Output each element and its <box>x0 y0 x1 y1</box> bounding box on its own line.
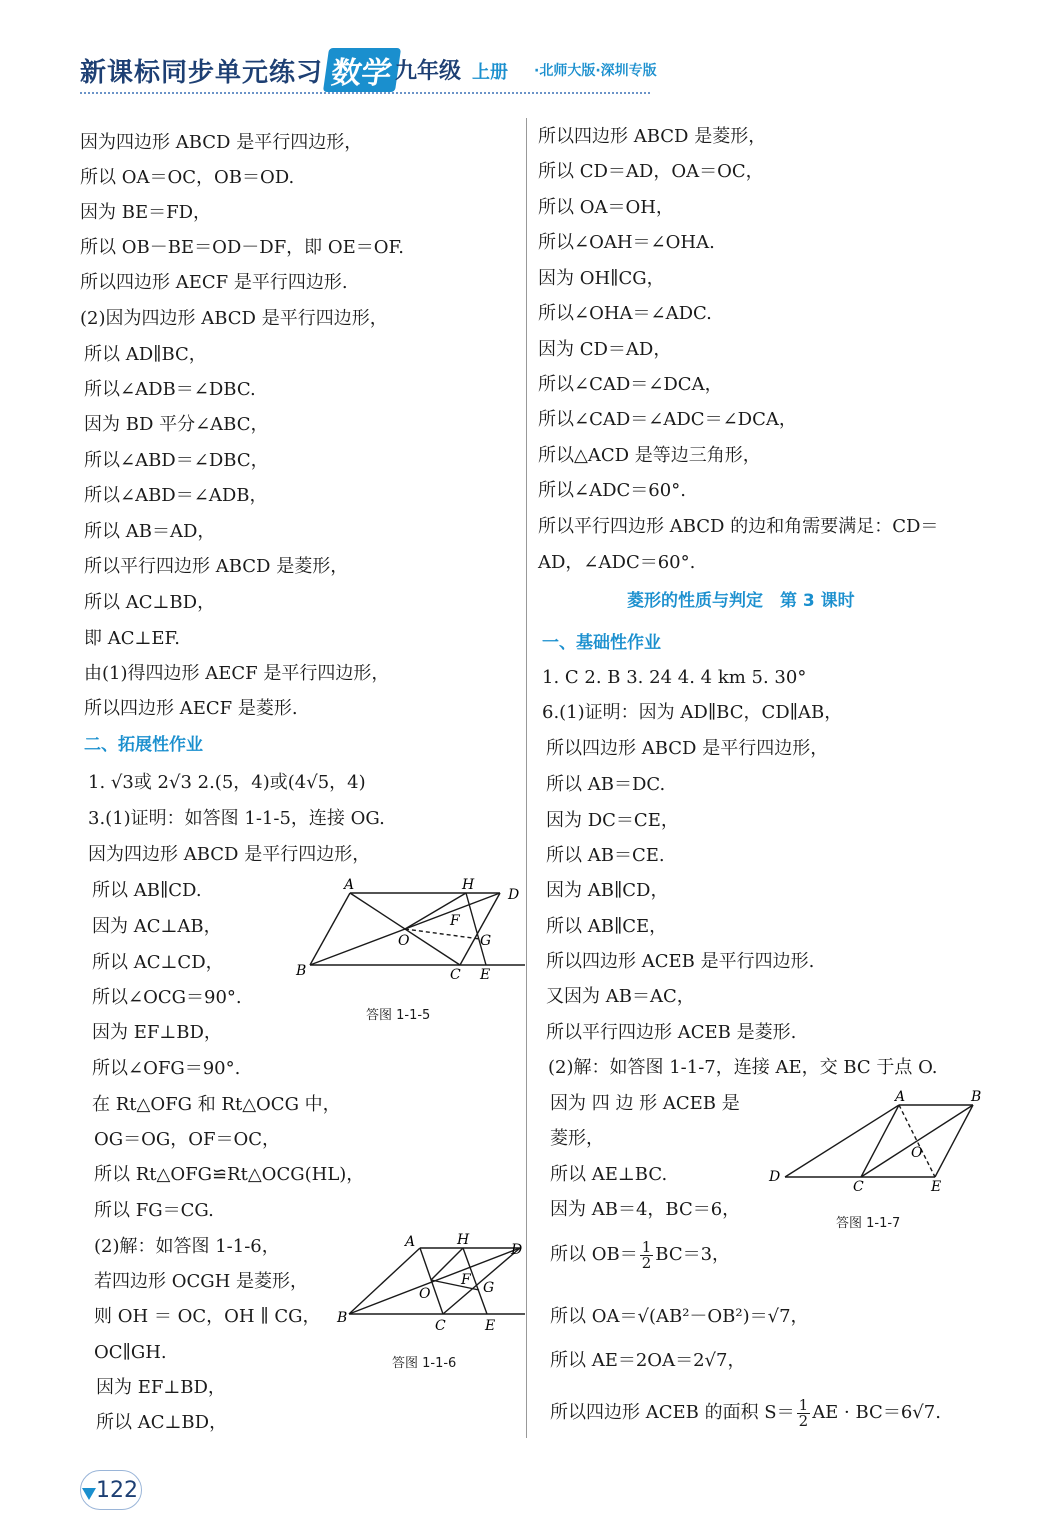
text-line: OG＝OG，OF＝OC， <box>94 1129 281 1150</box>
figure-caption: 答图 1-1-7 <box>836 1216 901 1231</box>
text-line: 所以 CD＝AD，OA＝OC， <box>538 161 764 182</box>
fraction-numerator: 1 <box>641 1237 652 1256</box>
label-d: D <box>508 887 520 903</box>
fraction-denominator: 2 <box>798 1411 809 1430</box>
fraction-numerator: 1 <box>798 1395 809 1414</box>
text-line: 所以 AB＝DC. <box>546 774 666 795</box>
fraction-half <box>640 1237 654 1272</box>
text-line: 因为 OH∥CG， <box>538 268 665 289</box>
label-b: B <box>337 1310 348 1326</box>
label-b: B <box>971 1089 982 1105</box>
figure-caption: 答图 1-1-5 <box>366 1008 431 1023</box>
text-line: 因为 BE＝FD， <box>80 202 212 223</box>
label-c: C <box>450 967 461 983</box>
book-title: 新课标同步单元练习 <box>80 58 324 88</box>
label-g: G <box>483 1280 495 1296</box>
edition-label: ·北师大版·深圳专版 <box>534 63 657 79</box>
area-pre: 所以四边形 ACEB 的面积 S＝ <box>550 1402 795 1423</box>
text-line: 因为 CD＝AD， <box>538 339 672 360</box>
text-line: 所以∠OCG＝90°. <box>92 987 242 1008</box>
text-line: 所以∠CAD＝∠DCA， <box>538 374 723 395</box>
label-d: D <box>511 1242 523 1258</box>
label-e: E <box>485 1318 496 1334</box>
label-b: B <box>296 963 307 979</box>
oa-equation: 所以 OA＝√(AB²－OB²)＝√7， <box>550 1306 809 1327</box>
text-line: 所以∠OFG＝90°. <box>92 1058 241 1079</box>
fraction-half <box>797 1395 811 1430</box>
label-f: F <box>450 913 460 929</box>
text-line: 因为 四 边 形 ACEB 是 <box>550 1093 740 1114</box>
page-header <box>80 52 660 94</box>
text-line: 所以平行四边形 ABCD 是菱形， <box>84 556 349 577</box>
answers-line: 1. √3或 2√3 2.(5，4)或(4√5，4) <box>88 772 366 793</box>
subject-badge: 数学 <box>323 48 401 92</box>
text-line: 所以平行四边形 ABCD 的边和角需要满足：CD＝ <box>538 516 939 537</box>
header-rule <box>80 92 650 94</box>
text-line: 因为 BD 平分∠ABC， <box>84 414 269 435</box>
area-post: AE · BC＝6√7. <box>812 1402 941 1423</box>
text-line: 所以四边形 ABCD 是菱形， <box>538 126 767 147</box>
text-line: 6.(1)证明：因为 AD∥BC，CD∥AB， <box>542 702 843 723</box>
text-line: 在 Rt△OFG 和 Rt△OCG 中， <box>92 1094 341 1115</box>
text-line: 因为 EF⊥BD， <box>92 1022 222 1043</box>
label-f: F <box>461 1272 471 1288</box>
text-line: 所以四边形 AECF 是平行四边形. <box>80 272 348 293</box>
label-c: C <box>853 1179 864 1195</box>
answers-line: 1. C 2. B 3. 24 4. 4 km 5. 30° <box>542 667 807 688</box>
lesson-title: 菱形的性质与判定 第 3 课时 <box>627 591 855 611</box>
page-marker-icon <box>82 1488 96 1500</box>
volume-label: 上册 <box>472 62 508 83</box>
text-line: 因为四边形 ABCD 是平行四边形， <box>80 132 363 153</box>
label-o: O <box>398 933 410 949</box>
label-h: H <box>462 877 475 893</box>
text-line: 所以∠ADB＝∠DBC. <box>84 379 256 400</box>
label-d: D <box>769 1169 781 1185</box>
text-line: 所以 OA＝OH， <box>538 197 674 218</box>
text-line: 所以 AD∥BC， <box>84 344 207 365</box>
label-g: G <box>480 933 492 949</box>
text-line: 所以∠OAH＝∠OHA. <box>538 232 715 253</box>
section-heading-extended: 二、拓展性作业 <box>84 735 203 755</box>
text-line: 因为 EF⊥BD， <box>96 1377 226 1398</box>
area-equation <box>550 1396 941 1430</box>
text-line: 所以 AB＝AD， <box>84 521 216 542</box>
ob-pre: 所以 OB＝ <box>550 1244 638 1265</box>
text-line: 因为 AC⊥AB， <box>92 916 222 937</box>
text-line: 若四边形 OCGH 是菱形， <box>94 1271 309 1292</box>
text-line: 所以 OA＝OC，OB＝OD. <box>80 167 295 188</box>
text-line: 因为 AB＝4，BC＝6， <box>550 1199 741 1220</box>
label-e: E <box>931 1179 942 1195</box>
text-line: 所以 AB＝CE. <box>546 845 665 866</box>
text-line: 所以△ACD 是等边三角形， <box>538 445 761 466</box>
figure-1-1-6 <box>335 1232 530 1342</box>
text-line: 3.(1)证明：如答图 1-1-5，连接 OG. <box>88 808 385 829</box>
text-line: 所以∠ABD＝∠ADB， <box>84 485 268 506</box>
text-line: OC∥GH. <box>94 1342 167 1363</box>
text-line: 所以平行四边形 ACEB 是菱形. <box>546 1022 797 1043</box>
label-a: A <box>405 1234 416 1250</box>
text-line: (2)因为四边形 ABCD 是平行四边形， <box>80 308 388 329</box>
text-line: 所以 AC⊥CD， <box>92 952 224 973</box>
text-line: AD，∠ADC＝60°. <box>538 552 696 573</box>
text-line: 所以∠ABD＝∠DBC， <box>84 450 269 471</box>
text-line: 所以 AC⊥BD， <box>84 592 216 613</box>
text-line: 因为 DC＝CE， <box>546 810 679 831</box>
text-line: (2)解：如答图 1-1-6， <box>94 1236 280 1257</box>
figure-caption: 答图 1-1-6 <box>392 1356 457 1371</box>
label-a: A <box>344 877 355 893</box>
text-line: (2)解：如答图 1-1-7，连接 AE，交 BC 于点 O. <box>548 1057 938 1078</box>
label-a: A <box>895 1089 906 1105</box>
text-line: 即 AC⊥EF. <box>84 628 180 649</box>
text-line: 所以∠CAD＝∠ADC＝∠DCA， <box>538 409 797 430</box>
text-line: 则 OH ＝ OC，OH ∥ CG， <box>94 1306 321 1327</box>
text-line: 所以 AB∥CD. <box>92 880 202 901</box>
label-c: C <box>435 1318 446 1334</box>
text-line: 所以四边形 ABCD 是平行四边形， <box>546 738 829 759</box>
figure-1-1-5 <box>290 875 530 995</box>
text-line: 因为 AB∥CD， <box>546 880 669 901</box>
text-line: 所以 AE⊥BC. <box>550 1164 668 1185</box>
text-line: 因为四边形 ABCD 是平行四边形， <box>88 844 371 865</box>
text-line: 所以 OB－BE＝OD－DF，即 OE＝OF. <box>80 237 404 258</box>
grade-label: 九年级 <box>395 59 462 84</box>
label-h: H <box>457 1232 470 1248</box>
ob-post: BC＝3， <box>655 1244 731 1265</box>
text-line: 所以∠ADC＝60°. <box>538 480 686 501</box>
text-line: 所以四边形 AECF 是菱形. <box>84 698 298 719</box>
section-heading-basic: 一、基础性作业 <box>542 633 661 653</box>
figure-1-1-7 <box>765 1085 995 1195</box>
ob-equation <box>550 1238 730 1272</box>
text-line: 又因为 AB＝AC， <box>546 986 695 1007</box>
label-e: E <box>480 967 491 983</box>
fraction-denominator: 2 <box>641 1253 652 1272</box>
text-line: 由(1)得四边形 AECF 是平行四边形， <box>84 663 390 684</box>
text-line: 所以∠OHA＝∠ADC. <box>538 303 712 324</box>
text-line: 菱形， <box>550 1128 604 1149</box>
text-line: 所以 AB∥CE， <box>546 916 668 937</box>
text-line: 所以 AC⊥BD， <box>96 1412 228 1433</box>
label-o: O <box>419 1286 431 1302</box>
page-number: 122 <box>96 1478 138 1503</box>
label-o: O <box>911 1145 923 1161</box>
text-line: 所以 Rt△OFG≌Rt△OCG(HL)， <box>94 1164 365 1185</box>
text-line: 所以 FG＝CG. <box>94 1200 214 1221</box>
text-line: 所以四边形 ACEB 是平行四边形. <box>546 951 815 972</box>
ae-equation: 所以 AE＝2OA＝2√7， <box>550 1350 746 1371</box>
